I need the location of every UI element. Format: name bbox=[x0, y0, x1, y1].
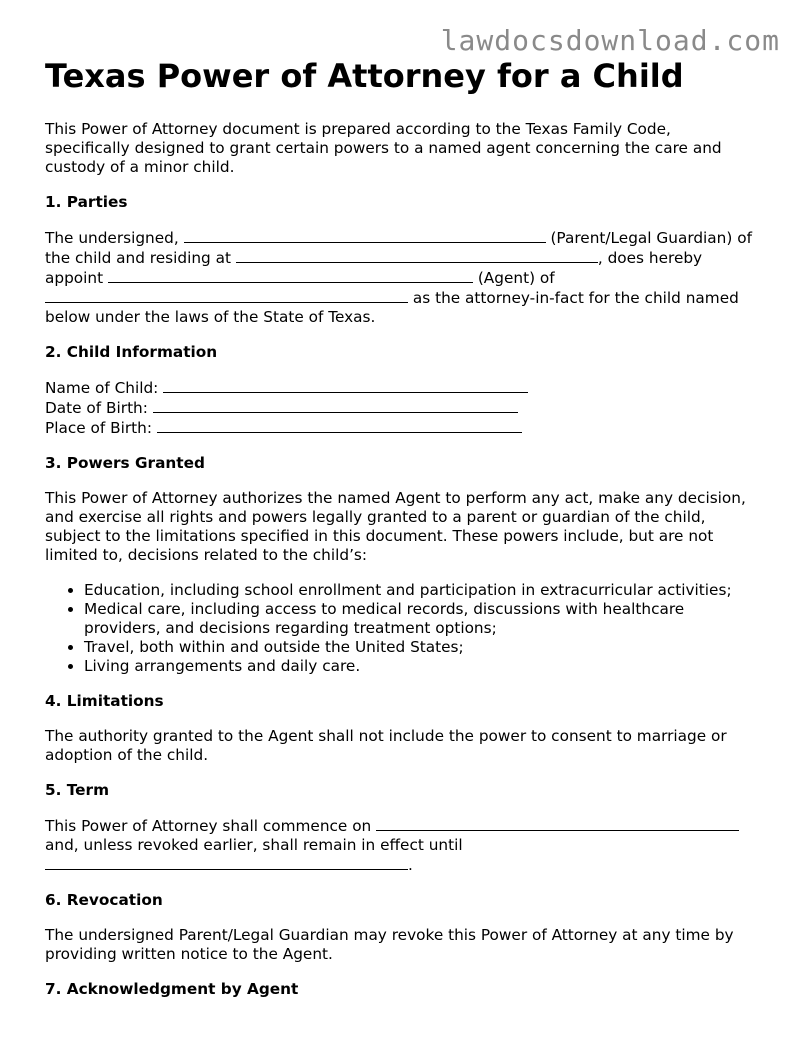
term-text-1: This Power of Attorney shall commence on bbox=[45, 817, 377, 835]
section-heading-acknowledgment: 7. Acknowledgment by Agent bbox=[45, 980, 299, 998]
term-paragraph bbox=[45, 816, 760, 875]
powers-list bbox=[45, 581, 760, 676]
document-title: Texas Power of Attorney for a Child bbox=[45, 57, 684, 95]
revocation-paragraph: The undersigned Parent/Legal Guardian may revoke this Power of Attorney at any time by providing written notice to the Agent. bbox=[45, 926, 734, 963]
term-text-2: and, unless revoked earlier, shall remain in effect until bbox=[45, 836, 463, 854]
agent-name-blank[interactable] bbox=[108, 268, 473, 283]
parties-text-2: (Parent/Legal Guardian) of the child and residing at bbox=[45, 229, 752, 267]
child-pob-label: Place of Birth: bbox=[45, 419, 157, 437]
parent-address-blank[interactable] bbox=[236, 248, 598, 263]
parties-text-3: , does hereby appoint bbox=[45, 249, 703, 287]
child-dob-label: Date of Birth: bbox=[45, 399, 153, 417]
powers-paragraph: This Power of Attorney authorizes the named Agent to perform any act, make any decision, and exercise all rights and powers legally granted to a parent or guardian of the child, subject to the limitations specified in this document. These powers include, but are not limited to, decisions related to the child’s: bbox=[45, 489, 746, 564]
list-item: • Living arrangements and daily care. bbox=[84, 657, 760, 676]
child-pob-line bbox=[45, 418, 760, 438]
child-info-lines bbox=[45, 378, 760, 438]
start-date-blank[interactable] bbox=[376, 816, 739, 831]
agent-address-blank[interactable] bbox=[45, 288, 408, 303]
end-date-blank[interactable] bbox=[45, 855, 408, 870]
list-item: • Travel, both within and outside the United States; bbox=[84, 638, 760, 657]
child-name-line bbox=[45, 378, 760, 398]
parties-paragraph bbox=[45, 228, 760, 327]
child-pob-blank[interactable] bbox=[157, 418, 522, 433]
parties-text-1: The undersigned, bbox=[45, 229, 184, 247]
child-name-label: Name of Child: bbox=[45, 379, 164, 397]
section-heading-child: 2. Child Information bbox=[45, 343, 218, 361]
parties-text-5: as the attorney-in-fact for the child named below under the laws of the State of Texas. bbox=[45, 289, 739, 326]
parties-text-4: (Agent) of bbox=[472, 269, 555, 287]
section-heading-parties: 1. Parties bbox=[45, 193, 128, 211]
parent-name-blank[interactable] bbox=[184, 228, 546, 243]
limitations-paragraph: The authority granted to the Agent shall not include the power to consent to marriage or adoption of the child. bbox=[45, 727, 727, 764]
child-dob-blank[interactable] bbox=[153, 398, 518, 413]
section-heading-powers: 3. Powers Granted bbox=[45, 454, 205, 472]
list-item: • Medical care, including access to medical records, discussions with healthcare providers, and decisions regarding treatment options; bbox=[84, 600, 760, 638]
intro-paragraph: This Power of Attorney document is prepared according to the Texas Family Code, specifically designed to grant certain powers to a named agent concerning the care and custody of a minor child. bbox=[45, 120, 722, 176]
child-name-blank[interactable] bbox=[163, 378, 528, 393]
section-heading-revocation: 6. Revocation bbox=[45, 891, 163, 909]
watermark: lawdocsdownload.com bbox=[440, 24, 780, 57]
list-item: • Education, including school enrollment and participation in extracurricular activities; bbox=[84, 581, 760, 600]
document-body bbox=[45, 56, 760, 1015]
term-text-3: . bbox=[408, 856, 413, 874]
child-dob-line bbox=[45, 398, 760, 418]
section-heading-term: 5. Term bbox=[45, 781, 110, 799]
section-heading-limitations: 4. Limitations bbox=[45, 692, 164, 710]
